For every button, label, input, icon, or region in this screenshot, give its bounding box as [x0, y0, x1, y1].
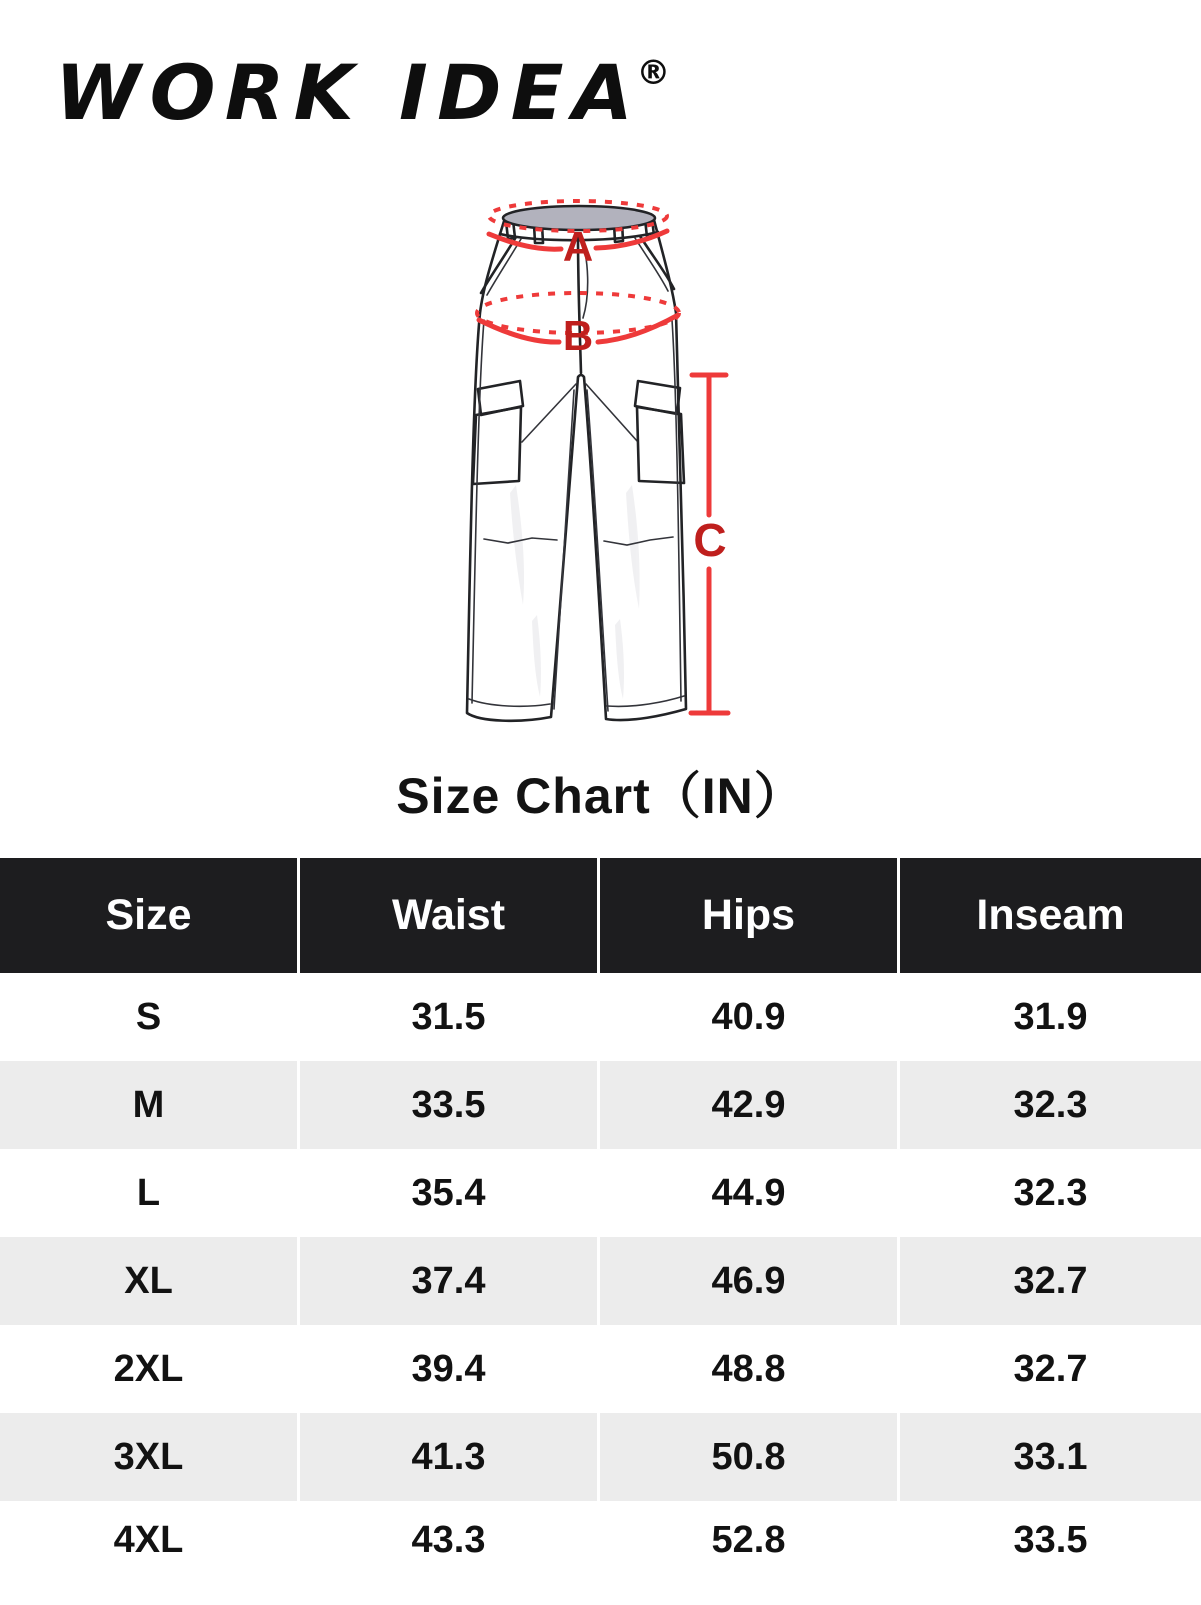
- inseam-value: 32.3: [1013, 1171, 1088, 1214]
- waist-value: 35.4: [411, 1171, 486, 1214]
- hips-value: 50.8: [600, 1413, 897, 1501]
- size-value: L: [136, 1171, 161, 1214]
- yoke-seam-right: [586, 384, 638, 442]
- hips-value: 40.9: [711, 995, 786, 1038]
- hips-value: 48.8: [711, 1347, 786, 1390]
- size-chart-table: [0, 858, 1201, 1605]
- table-row-l: [0, 1149, 1201, 1237]
- brand-logo-text: WORK IDEA: [55, 48, 642, 137]
- table-header-row: [0, 858, 1201, 973]
- table-row-s: [0, 973, 1201, 1061]
- fabric-shading: [510, 485, 640, 699]
- inseam-label-c: C: [693, 514, 727, 566]
- size-value: S: [135, 995, 162, 1038]
- hips-value: 44.9: [711, 1171, 786, 1214]
- column-header-inseam: Inseam: [900, 858, 1201, 973]
- pants-outline: [467, 216, 686, 721]
- inseam-value: 31.9: [1013, 995, 1088, 1038]
- inseam-value: 33.5: [1013, 1519, 1088, 1561]
- size-value: 2XL: [113, 1347, 184, 1390]
- waist-value: 41.3: [300, 1413, 597, 1501]
- size-value: 4XL: [113, 1519, 184, 1561]
- registered-trademark-icon: ®: [636, 53, 671, 93]
- waist-label-a: A: [562, 223, 594, 270]
- inseam-value: 32.3: [900, 1061, 1201, 1149]
- pants-sketch: [420, 185, 800, 730]
- inseam-value: 33.1: [900, 1413, 1201, 1501]
- hips-label-b: B: [562, 312, 594, 359]
- table-row-3xl: [0, 1413, 1201, 1501]
- waist-value: 43.3: [411, 1519, 486, 1561]
- size-chart-title: Size Chart（IN）: [396, 768, 805, 824]
- brand-logo: [55, 48, 670, 138]
- table-row-2xl: [0, 1325, 1201, 1413]
- column-header-hips: Hips: [600, 858, 897, 973]
- size-value: XL: [0, 1237, 297, 1325]
- leg-seams: [472, 320, 681, 711]
- inseam-value: 32.7: [1013, 1347, 1088, 1390]
- table-row-xl: [0, 1237, 1201, 1325]
- hips-value: 52.8: [711, 1519, 786, 1561]
- pants-measurement-diagram: [420, 185, 800, 730]
- hips-value: 46.9: [600, 1237, 897, 1325]
- size-value: 3XL: [0, 1413, 297, 1501]
- table-row-m: [0, 1061, 1201, 1149]
- size-value: M: [0, 1061, 297, 1149]
- table-row-4xl: [0, 1501, 1201, 1605]
- hem-stitch-left: [469, 699, 550, 706]
- waist-value: 39.4: [411, 1347, 486, 1390]
- waist-value: 33.5: [300, 1061, 597, 1149]
- waist-value: 31.5: [411, 995, 486, 1038]
- hem-stitch-right: [607, 696, 684, 706]
- waist-value: 37.4: [300, 1237, 597, 1325]
- inseam-value: 32.7: [900, 1237, 1201, 1325]
- hips-value: 42.9: [600, 1061, 897, 1149]
- column-header-size: Size: [0, 858, 297, 973]
- yoke-seam-left: [522, 384, 576, 442]
- knee-seam-right: [604, 537, 673, 545]
- column-header-waist: Waist: [300, 858, 597, 973]
